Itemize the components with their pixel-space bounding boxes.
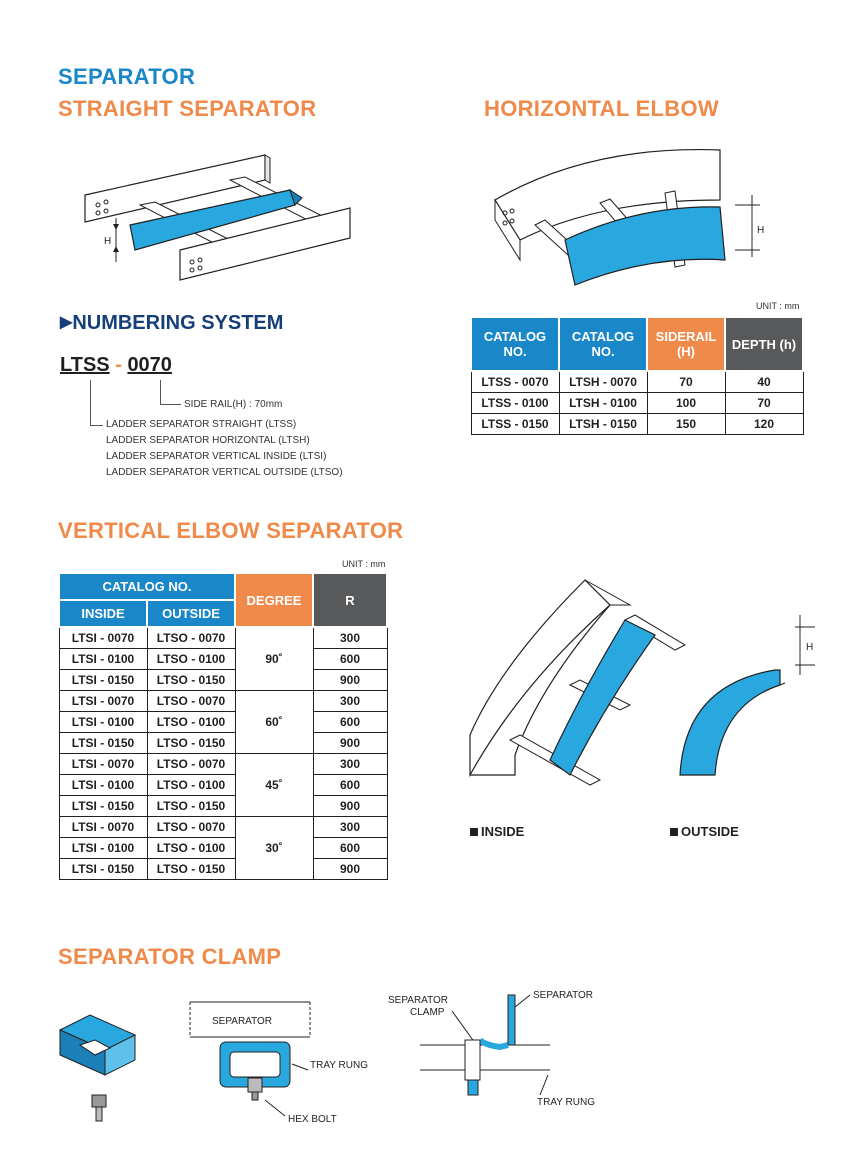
cell-inside: LTSI - 0100 xyxy=(59,775,147,796)
cell-outside: LTSO - 0150 xyxy=(147,796,235,817)
cell-inside: LTSI - 0150 xyxy=(59,796,147,817)
cell-outside: LTSO - 0100 xyxy=(147,775,235,796)
hex-bolt-label: HEX BOLT xyxy=(288,1114,337,1125)
table-row xyxy=(59,859,387,880)
section-title-separator-clamp: SEPARATOR CLAMP xyxy=(58,944,282,969)
cell-outside: LTSO - 0070 xyxy=(147,691,235,712)
table-row xyxy=(59,733,387,754)
cell-inside: LTSI - 0150 xyxy=(59,670,147,691)
cell-inside: LTSI - 0150 xyxy=(59,859,147,880)
cell-ltsh: LTSH - 0070 xyxy=(559,371,647,393)
table-row xyxy=(59,712,387,733)
vertical-elbow-illustration xyxy=(460,575,830,805)
table-row xyxy=(59,817,387,838)
straight-separator-illustration xyxy=(80,150,380,290)
type-list xyxy=(106,417,343,481)
cell-inside: LTSI - 0150 xyxy=(59,733,147,754)
cell-r: 900 xyxy=(313,733,387,754)
separator-clamp-label-2: CLAMP xyxy=(410,1007,445,1018)
cell-inside: LTSI - 0100 xyxy=(59,649,147,670)
cell-inside: LTSI - 0070 xyxy=(59,817,147,838)
header-r: R xyxy=(313,573,387,627)
cell-siderail: 70 xyxy=(647,371,725,393)
cell-outside: LTSO - 0150 xyxy=(147,670,235,691)
cell-degree: 30˚ xyxy=(235,817,313,880)
clamp-part-illustration xyxy=(50,1010,140,1125)
legend-square-icon xyxy=(470,828,478,836)
cell-outside: LTSO - 0100 xyxy=(147,712,235,733)
cell-outside: LTSO - 0100 xyxy=(147,649,235,670)
header-outside: OUTSIDE xyxy=(147,600,235,627)
vertical-elbow-table xyxy=(58,572,388,880)
separator-label: SEPARATOR xyxy=(212,1016,273,1027)
table-row xyxy=(59,627,387,649)
table-row xyxy=(59,775,387,796)
tree-line-siderail xyxy=(160,380,181,405)
side-rail-note: SIDE RAIL(H) : 70mm xyxy=(184,399,283,410)
tray-rung2-label: TRAY RUNG xyxy=(537,1097,595,1108)
numbering-system-title: NUMBERING SYSTEM xyxy=(72,312,284,334)
table-row xyxy=(59,691,387,712)
unit-label: UNIT : mm xyxy=(756,301,800,311)
h-dimension-label: H xyxy=(757,225,765,236)
cell-outside: LTSO - 0150 xyxy=(147,733,235,754)
unit-label: UNIT : mm xyxy=(342,559,386,569)
horizontal-elbow-table xyxy=(470,316,804,435)
header-siderail: SIDERAIL (H) xyxy=(647,317,725,371)
cell-ltss: LTSS - 0070 xyxy=(471,371,559,393)
header-catalog-no: CATALOG NO. xyxy=(559,317,647,371)
cell-depth: 120 xyxy=(725,414,803,435)
cell-depth: 70 xyxy=(725,393,803,414)
cell-r: 600 xyxy=(313,712,387,733)
numbering-code xyxy=(60,354,172,377)
cell-inside: LTSI - 0070 xyxy=(59,691,147,712)
type-item: LADDER SEPARATOR VERTICAL INSIDE (LTSI) xyxy=(106,451,327,462)
type-item: LADDER SEPARATOR HORIZONTAL (LTSH) xyxy=(106,435,310,446)
cell-outside: LTSO - 0070 xyxy=(147,627,235,649)
h-dimension-label: H xyxy=(806,642,814,653)
clamp-side-diagram xyxy=(180,992,380,1127)
clamp-front-diagram xyxy=(380,985,620,1120)
header-depth: DEPTH (h) xyxy=(725,317,803,371)
header-catalog-no: CATALOG NO. xyxy=(59,573,235,600)
section-title-separator: SEPARATOR xyxy=(58,64,196,89)
header-inside: INSIDE xyxy=(59,600,147,627)
legend-outside-label: OUTSIDE xyxy=(681,824,739,839)
type-item: LADDER SEPARATOR STRAIGHT (LTSS) xyxy=(106,419,297,430)
table-row xyxy=(471,393,803,414)
table-row xyxy=(471,371,803,393)
table-row xyxy=(59,649,387,670)
section-title-straight-separator: STRAIGHT SEPARATOR xyxy=(58,96,317,121)
header-catalog-no: CATALOG NO. xyxy=(471,317,559,371)
cell-outside: LTSO - 0070 xyxy=(147,754,235,775)
legend-inside-label: INSIDE xyxy=(481,824,525,839)
section-title-horizontal-elbow: HORIZONTAL ELBOW xyxy=(484,96,719,121)
legend-inside xyxy=(470,824,524,839)
section-title-vertical-elbow: VERTICAL ELBOW SEPARATOR xyxy=(58,518,404,543)
h-dimension-label: H xyxy=(104,236,112,247)
type-item: LADDER SEPARATOR VERTICAL OUTSIDE (LTSO) xyxy=(106,467,343,478)
cell-outside: LTSO - 0070 xyxy=(147,817,235,838)
cell-r: 900 xyxy=(313,859,387,880)
code-suffix: 0070 xyxy=(127,354,172,376)
cell-degree: 60˚ xyxy=(235,691,313,754)
header-degree: DEGREE xyxy=(235,573,313,627)
tray-rung-label: TRAY RUNG xyxy=(310,1060,368,1071)
cell-r: 300 xyxy=(313,627,387,649)
cell-ltss: LTSS - 0100 xyxy=(471,393,559,414)
cell-siderail: 100 xyxy=(647,393,725,414)
cell-inside: LTSI - 0070 xyxy=(59,754,147,775)
separator2-label: SEPARATOR xyxy=(533,990,594,1001)
cell-inside: LTSI - 0070 xyxy=(59,627,147,649)
cell-r: 300 xyxy=(313,817,387,838)
table-row xyxy=(471,414,803,435)
cell-siderail: 150 xyxy=(647,414,725,435)
code-prefix: LTSS xyxy=(60,354,110,376)
legend-outside xyxy=(670,824,739,839)
tree-line-types xyxy=(90,380,103,426)
triangle-bullet-icon: ▶ xyxy=(60,314,73,331)
table-row xyxy=(59,754,387,775)
separator-clamp-label-1: SEPARATOR xyxy=(388,995,449,1006)
cell-inside: LTSI - 0100 xyxy=(59,712,147,733)
cell-r: 900 xyxy=(313,670,387,691)
cell-depth: 40 xyxy=(725,371,803,393)
cell-ltss: LTSS - 0150 xyxy=(471,414,559,435)
cell-r: 900 xyxy=(313,796,387,817)
numbering-system-heading xyxy=(60,312,283,335)
cell-r: 300 xyxy=(313,754,387,775)
cell-degree: 45˚ xyxy=(235,754,313,817)
table-row xyxy=(59,670,387,691)
cell-r: 600 xyxy=(313,649,387,670)
cell-ltsh: LTSH - 0100 xyxy=(559,393,647,414)
cell-r: 300 xyxy=(313,691,387,712)
cell-outside: LTSO - 0100 xyxy=(147,838,235,859)
cell-degree: 90˚ xyxy=(235,627,313,691)
cell-outside: LTSO - 0150 xyxy=(147,859,235,880)
table-row xyxy=(59,838,387,859)
cell-r: 600 xyxy=(313,838,387,859)
cell-ltsh: LTSH - 0150 xyxy=(559,414,647,435)
cell-r: 600 xyxy=(313,775,387,796)
legend-square-icon xyxy=(670,828,678,836)
cell-inside: LTSI - 0100 xyxy=(59,838,147,859)
table-row xyxy=(59,796,387,817)
horizontal-elbow-illustration xyxy=(490,145,790,295)
code-dash: - xyxy=(115,354,122,376)
